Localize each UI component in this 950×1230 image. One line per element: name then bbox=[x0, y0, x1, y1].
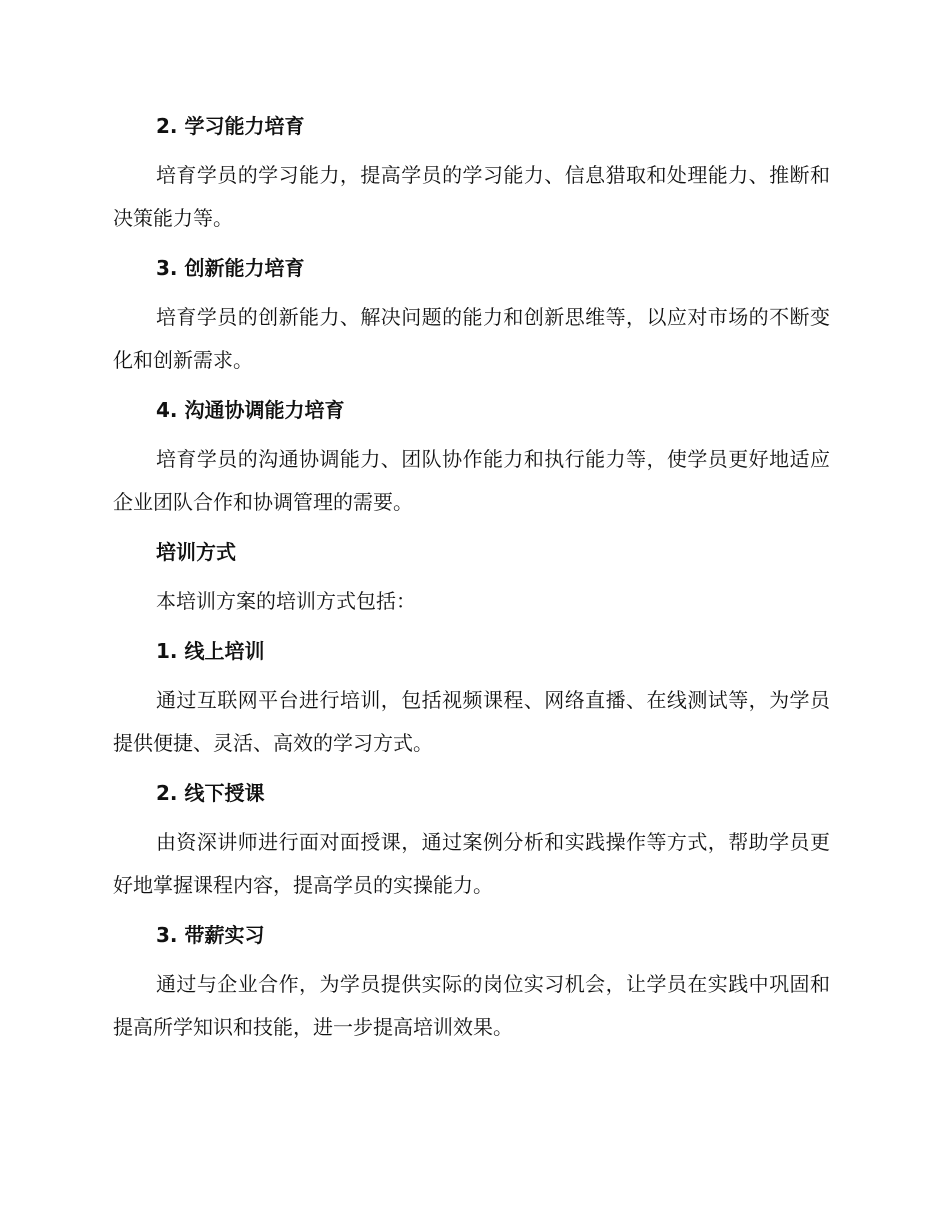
paragraph-offline-teaching: 由资深讲师进行面对面授课，通过案例分析和实践操作等方式，帮助学员更好地掌握课程内容，提高学员的实操能力。 bbox=[113, 830, 830, 897]
section-heading-training-methods: 培训方式 bbox=[156, 540, 236, 564]
section-heading-offline-teaching: 2. 线下授课 bbox=[156, 781, 265, 805]
section-heading-paid-internship: 3. 带薪实习 bbox=[156, 923, 265, 947]
paragraph-communication-ability: 培育学员的沟通协调能力、团队协作能力和执行能力等，使学员更好地适应企业团队合作和协调管理的需要。 bbox=[113, 447, 830, 514]
section-heading-communication-ability: 4. 沟通协调能力培育 bbox=[156, 398, 345, 422]
document-body bbox=[113, 108, 830, 1049]
paragraph-learning-ability: 培育学员的学习能力，提高学员的学习能力、信息猎取和处理能力、推断和决策能力等。 bbox=[113, 163, 830, 230]
section-heading-learning-ability: 2. 学习能力培育 bbox=[156, 114, 305, 138]
section-heading-online-training: 1. 线上培训 bbox=[156, 639, 265, 663]
paragraph-online-training: 通过互联网平台进行培训，包括视频课程、网络直播、在线测试等，为学员提供便捷、灵活、高效的学习方式。 bbox=[113, 688, 830, 755]
section-heading-innovation-ability: 3. 创新能力培育 bbox=[156, 256, 305, 280]
paragraph-paid-internship: 通过与企业合作，为学员提供实际的岗位实习机会，让学员在实践中巩固和提高所学知识和技能，进一步提高培训效果。 bbox=[113, 972, 830, 1039]
paragraph-training-methods-intro: 本培训方案的培训方式包括： bbox=[156, 589, 416, 613]
paragraph-innovation-ability: 培育学员的创新能力、解决问题的能力和创新思维等，以应对市场的不断变化和创新需求。 bbox=[113, 305, 830, 372]
